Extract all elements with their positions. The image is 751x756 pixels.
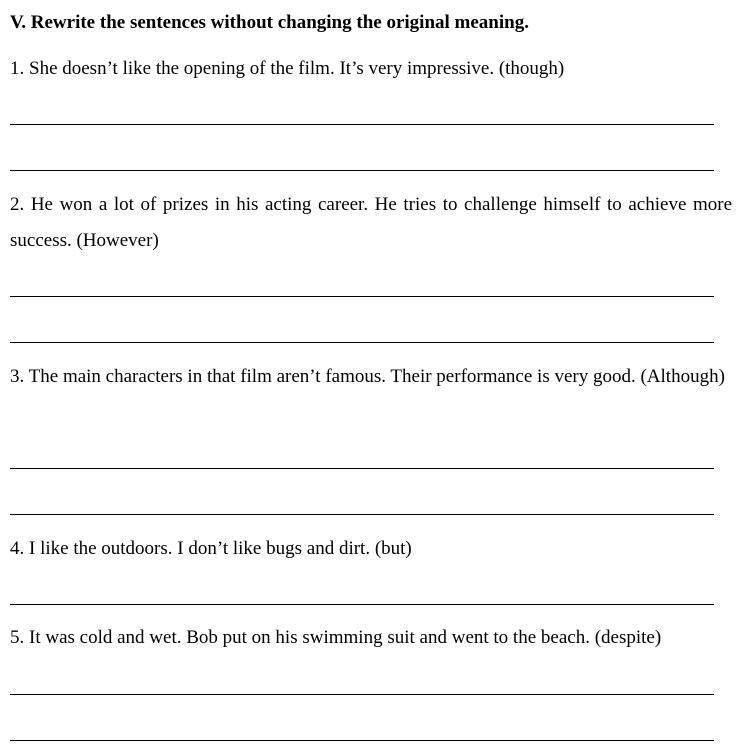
answer-line-1a[interactable] — [10, 124, 714, 125]
section-title: V. Rewrite the sentences without changing the original meaning. — [10, 12, 529, 33]
answer-line-3a[interactable] — [10, 468, 714, 469]
question-1: 1. She doesn’t like the opening of the film. It’s very impressive. (though) — [10, 58, 565, 79]
answer-line-4a[interactable] — [10, 604, 714, 605]
answer-line-5a[interactable] — [10, 694, 714, 695]
answer-line-2a[interactable] — [10, 296, 714, 297]
question-2: 2. He won a lot of prizes in his acting career. He tries to challenge himself to achieve more success. (However) — [10, 194, 732, 251]
answer-line-1b[interactable] — [10, 170, 714, 171]
question-4: 4. I like the outdoors. I don’t like bugs and dirt. (but) — [10, 538, 412, 559]
question-3: 3. The main characters in that film aren’t famous. Their performance is very good. (Although) — [10, 366, 725, 387]
answer-line-3b[interactable] — [10, 514, 714, 515]
question-5: 5. It was cold and wet. Bob put on his swimming suit and went to the beach. (despite) — [10, 627, 662, 648]
answer-line-2b[interactable] — [10, 342, 714, 343]
answer-line-5b[interactable] — [10, 740, 714, 741]
